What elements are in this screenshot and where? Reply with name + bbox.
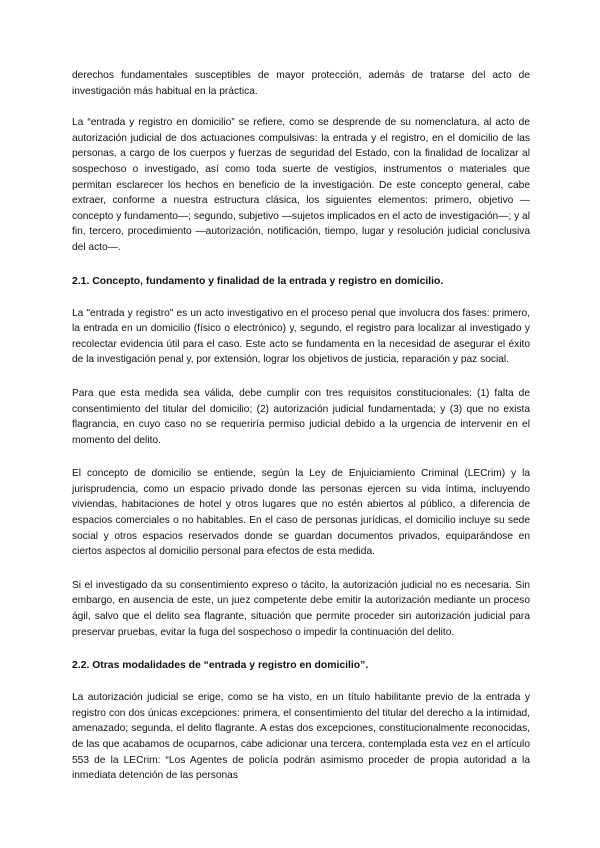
paragraph-other-modalities: La autorización judicial se erige, como se ha visto, en un título habilitante previo de la entrada y registro con dos únicas excepciones: primera, el consentimiento del titular del derecho a la intimidad, amenazado; segunda, el delito flagrante. A estas dos excepciones, constitucionalmente reconocidas, de las que acabamos de ocuparnos, cabe adicionar una tercera, contemplada esta vez en el artículo 553 de la LECrim: “Los Agentes de policía podrán asimismo proceder de propia autoridad a la inmediata detención de las personas [72, 692, 530, 782]
paragraph-concept: La "entrada y registro" es un acto investigativo en el proceso penal que involucra dos fases: primero, la entrada en un domicilio (físico o electrónico) y, segundo, el registro para localizar al investigado y recolectar evidencia útil para el caso. Este acto se fundamenta en la necesidad de asegurar el éxito de la investigación penal y, por extensión, lograr los objetivos de justicia, reparación y paz social. [72, 307, 530, 366]
paragraph-domicile: El concepto de domicilio se entiende, según la Ley de Enjuiciamiento Criminal (LECrim) y la jurisprudencia, como un espacio privado donde las personas ejercen su vida íntima, incluyendo viviendas, habitaciones de hotel y otros lugares que no estén abiertos al público, a diferencia de espacios comerciales o no habitables. En el caso de personas jurídicas, el domicilio incluye su sede social y otros espacios reservados donde se guardan documentos privados, equiparándose en ciertos aspectos al domicilio personal para efectos de esta medida. [72, 468, 530, 558]
document-page [72, 68, 530, 802]
paragraph-consent: Si el investigado da su consentimiento expreso o tácito, la autorización judicial no es necesaria. Sin embargo, en ausencia de este, un juez competente debe emitir la autorización mediante un proceso ágil, salvo que el delito sea flagrante, situación que permite proceder sin autorización judicial para preservar pruebas, evitar la fuga del sospechoso o impedir la continuación del delito. [72, 579, 530, 638]
paragraph-definition: La “entrada y registro en domicilio” se refiere, como se desprende de su nomenclatura, al acto de autorización judicial de dos actuaciones compulsivas: la entrada y el registro, en el domicilio de las personas, a cargo de los cuerpos y fuerzas de seguridad del Estado, con la finalidad de localizar al sospechoso o investigado, así como toda suerte de vestigios, instrumentos o materiales que permitan esclarecer los hechos en beneficio de la investigación. De este concepto general, cabe extraer, conforme a nuestra estructura clásica, los siguientes elementos: primero, objetivo —concepto y fundamento—; segundo, subjetivo —sujetos implicados en el acto de investigación—; y al fin, tercero, procedimiento —autorización, notificación, tiempo, lugar y resolución judicial conclusiva del acto—. [72, 117, 530, 253]
paragraph-continuation: derechos fundamentales susceptibles de mayor protección, además de tratarse del acto de investigación más habitual en la práctica. [72, 70, 530, 97]
paragraph-requirements: Para que esta medida sea válida, debe cumplir con tres requisitos constitucionales: (1) falta de consentimiento del titular del domicilio; (2) autorización judicial fundamentada; y (3) que no exista flagrancia, en cuyo caso no se requeriría permiso judicial debido a la urgencia de intervenir en el momento del delito. [72, 387, 530, 446]
section-heading-2-1: 2.1. Concepto, fundamento y finalidad de la entrada y registro en domicilio. [72, 275, 444, 287]
section-heading-2-2: 2.2. Otras modalidades de “entrada y registro en domicilio”. [72, 660, 369, 672]
